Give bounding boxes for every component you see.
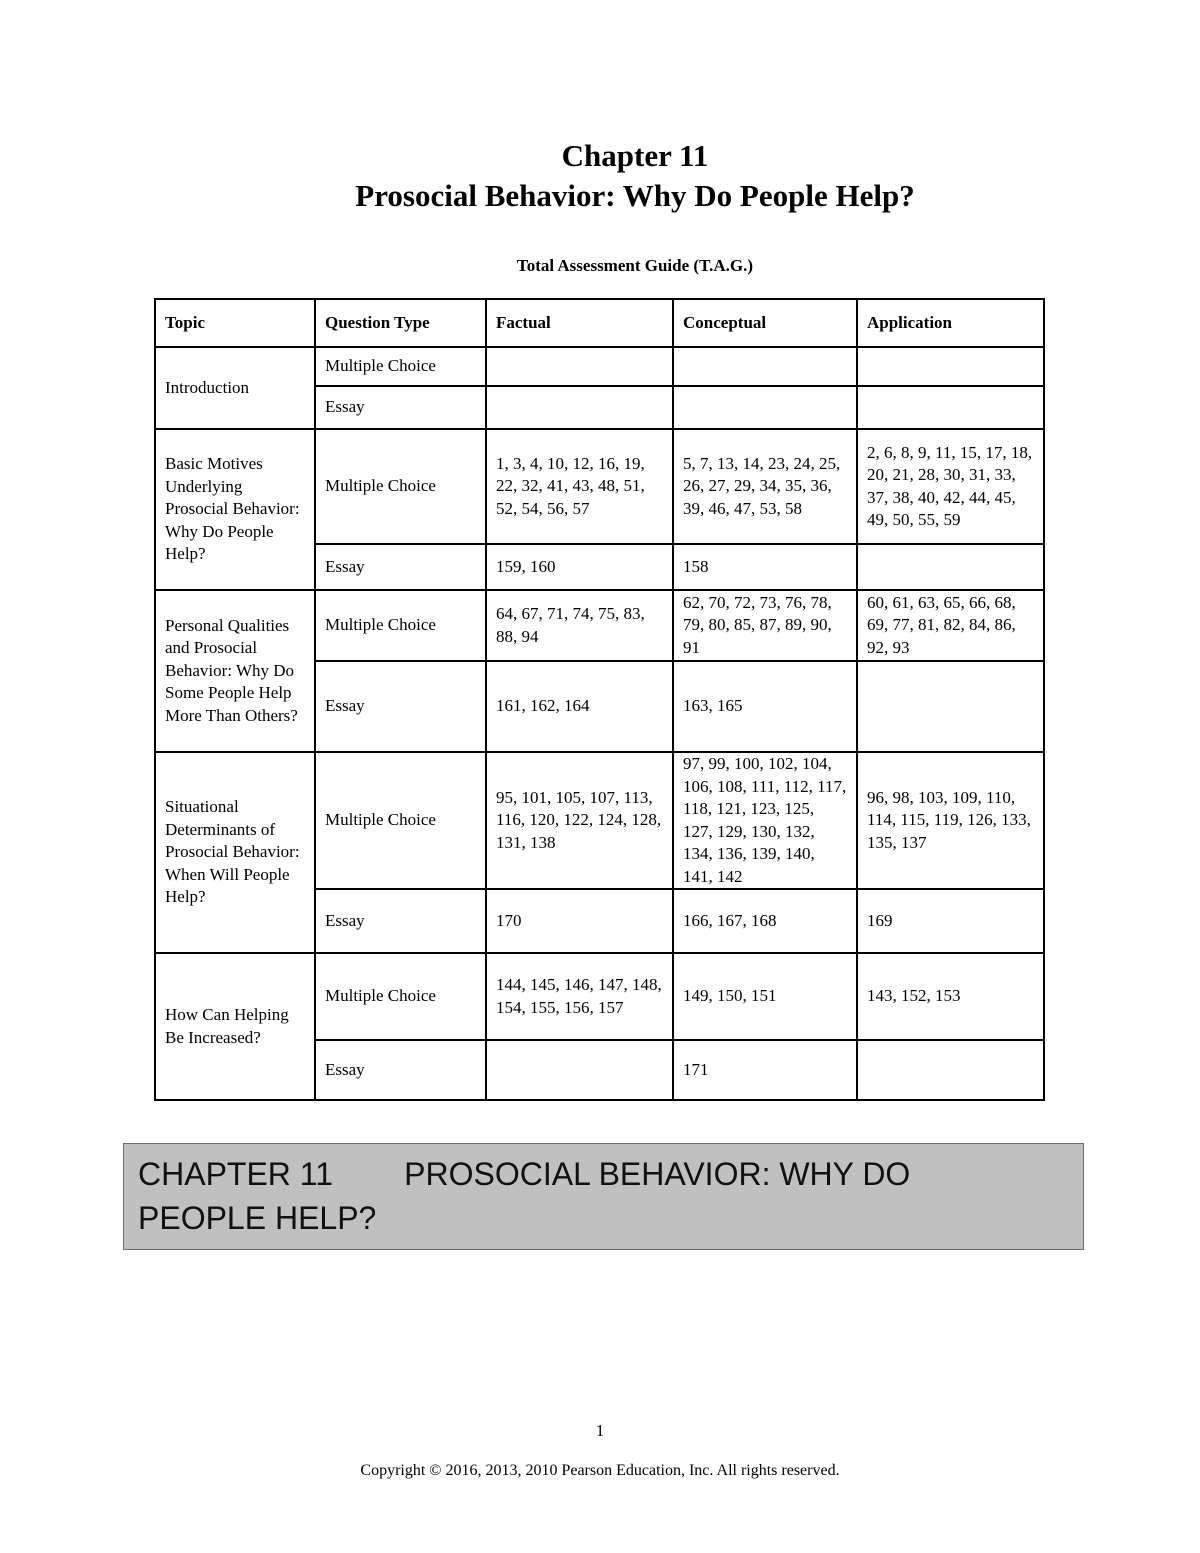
application-cell bbox=[857, 661, 1044, 752]
application-cell: 96, 98, 103, 109, 110, 114, 115, 119, 126, 133, 135, 137 bbox=[857, 752, 1044, 889]
header-row bbox=[155, 299, 1044, 347]
application-cell bbox=[857, 386, 1044, 429]
topic-cell: Introduction bbox=[155, 347, 315, 429]
conceptual-cell: 171 bbox=[673, 1040, 857, 1100]
conceptual-cell bbox=[673, 386, 857, 429]
question-type-cell: Multiple Choice bbox=[315, 347, 486, 386]
conceptual-cell bbox=[673, 347, 857, 386]
application-cell bbox=[857, 544, 1044, 590]
chapter-title: Prosocial Behavior: Why Do People Help? bbox=[355, 178, 915, 213]
header-factual: Factual bbox=[486, 299, 673, 347]
question-type-cell: Essay bbox=[315, 1040, 486, 1100]
factual-cell: 1, 3, 4, 10, 12, 16, 19, 22, 32, 41, 43, 48, 51, 52, 54, 56, 57 bbox=[486, 429, 673, 544]
question-type-cell: Essay bbox=[315, 661, 486, 752]
header-conceptual: Conceptual bbox=[673, 299, 857, 347]
conceptual-cell: 5, 7, 13, 14, 23, 24, 25, 26, 27, 29, 34, 35, 36, 39, 46, 47, 53, 58 bbox=[673, 429, 857, 544]
chapter-banner-line-2: PEOPLE HELP? bbox=[138, 1200, 377, 1236]
factual-cell bbox=[486, 386, 673, 429]
topic-cell: Personal Qualities and Prosocial Behavior: Why Do Some People Help More Than Others? bbox=[155, 590, 315, 752]
question-type-cell: Multiple Choice bbox=[315, 953, 486, 1040]
factual-cell: 159, 160 bbox=[486, 544, 673, 590]
question-type-cell: Multiple Choice bbox=[315, 429, 486, 544]
table-row bbox=[155, 752, 1044, 889]
copyright-notice: Copyright © 2016, 2013, 2010 Pearson Education, Inc. All rights reserved. bbox=[360, 1462, 840, 1479]
question-type-cell: Essay bbox=[315, 544, 486, 590]
assessment-table bbox=[154, 298, 1045, 1101]
table-row bbox=[155, 953, 1044, 1040]
conceptual-cell: 97, 99, 100, 102, 104, 106, 108, 111, 112, 117, 118, 121, 123, 125, 127, 129, 130, 132, 134, 136, 139, 140, 141, 142 bbox=[673, 752, 857, 889]
factual-cell: 170 bbox=[486, 889, 673, 953]
conceptual-cell: 149, 150, 151 bbox=[673, 953, 857, 1040]
question-type-cell: Multiple Choice bbox=[315, 752, 486, 889]
conceptual-cell: 62, 70, 72, 73, 76, 78, 79, 80, 85, 87, 89, 90, 91 bbox=[673, 590, 857, 661]
application-cell: 60, 61, 63, 65, 66, 68, 69, 77, 81, 82, 84, 86, 92, 93 bbox=[857, 590, 1044, 661]
table-row bbox=[155, 347, 1044, 386]
conceptual-cell: 166, 167, 168 bbox=[673, 889, 857, 953]
header-topic: Topic bbox=[155, 299, 315, 347]
application-cell: 143, 152, 153 bbox=[857, 953, 1044, 1040]
question-type-cell: Multiple Choice bbox=[315, 590, 486, 661]
conceptual-cell: 158 bbox=[673, 544, 857, 590]
application-cell: 2, 6, 8, 9, 11, 15, 17, 18, 20, 21, 28, 30, 31, 33, 37, 38, 40, 42, 44, 45, 49, 50, 55, 59 bbox=[857, 429, 1044, 544]
factual-cell: 95, 101, 105, 107, 113, 116, 120, 122, 124, 128, 131, 138 bbox=[486, 752, 673, 889]
topic-cell: Situational Determinants of Prosocial Behavior: When Will People Help? bbox=[155, 752, 315, 953]
guide-heading: Total Assessment Guide (T.A.G.) bbox=[516, 256, 754, 275]
application-cell: 169 bbox=[857, 889, 1044, 953]
topic-cell: Basic Motives Underlying Prosocial Behavior: Why Do People Help? bbox=[155, 429, 315, 590]
question-type-cell: Essay bbox=[315, 889, 486, 953]
factual-cell bbox=[486, 347, 673, 386]
topic-cell: How Can Helping Be Increased? bbox=[155, 953, 315, 1100]
application-cell bbox=[857, 1040, 1044, 1100]
page-number: 1 bbox=[595, 1421, 605, 1440]
header-question-type: Question Type bbox=[315, 299, 486, 347]
chapter-number: Chapter 11 bbox=[561, 138, 709, 173]
factual-cell bbox=[486, 1040, 673, 1100]
table-row bbox=[155, 429, 1044, 544]
chapter-banner bbox=[123, 1143, 1084, 1250]
table-row bbox=[155, 590, 1044, 661]
header-application: Application bbox=[857, 299, 1044, 347]
question-type-cell: Essay bbox=[315, 386, 486, 429]
factual-cell: 64, 67, 71, 74, 75, 83, 88, 94 bbox=[486, 590, 673, 661]
chapter-banner-line-1: CHAPTER 11 PROSOCIAL BEHAVIOR: WHY DO bbox=[138, 1156, 911, 1192]
factual-cell: 161, 162, 164 bbox=[486, 661, 673, 752]
application-cell bbox=[857, 347, 1044, 386]
factual-cell: 144, 145, 146, 147, 148, 154, 155, 156, 157 bbox=[486, 953, 673, 1040]
conceptual-cell: 163, 165 bbox=[673, 661, 857, 752]
